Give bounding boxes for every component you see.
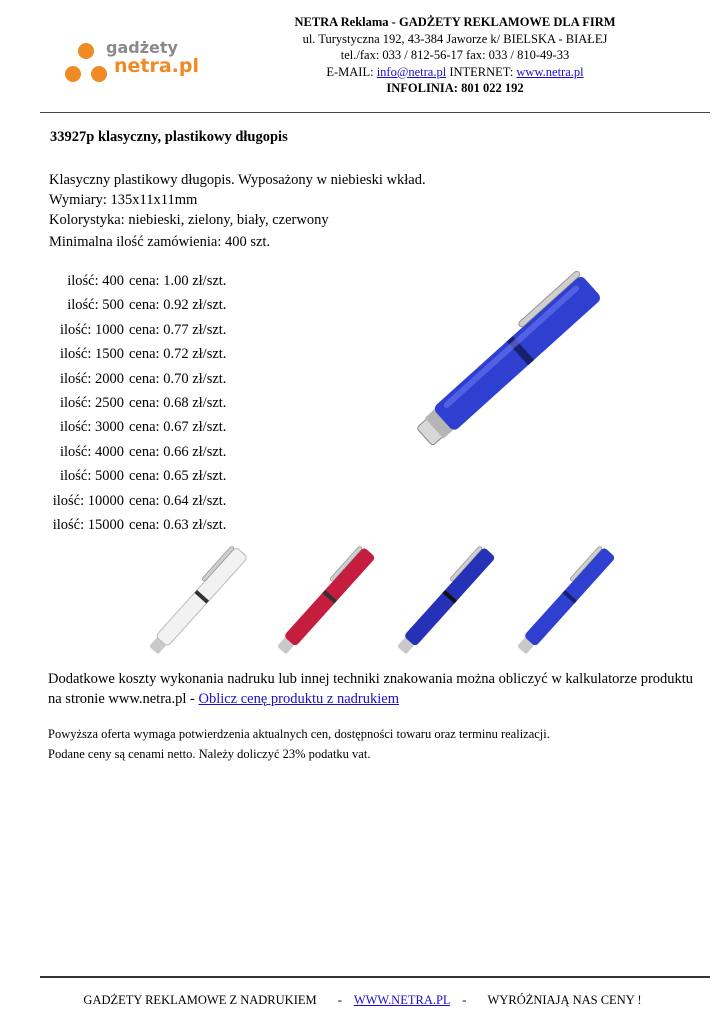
price-row <box>40 346 226 370</box>
price-qty: ilość: 15000 <box>52 516 124 533</box>
price-qty: ilość: 500 <box>67 297 124 314</box>
price-qty: ilość: 4000 <box>59 443 124 460</box>
price-value: cena: 0.92 zł/szt. <box>129 297 227 314</box>
price-value: cena: 0.70 zł/szt. <box>129 370 227 387</box>
price-row <box>40 322 226 346</box>
product-dimensions: Wymiary: 135x11x11mm <box>49 192 198 208</box>
internet-label: INTERNET: <box>449 64 514 79</box>
minimum-order: Minimalna ilość zamówienia: 400 szt. <box>49 234 271 250</box>
footer-separator: - <box>462 993 467 1007</box>
price-value: cena: 0.67 zł/szt. <box>129 419 227 436</box>
netra-logo <box>64 38 204 88</box>
product-colors: Kolorystyka: niebieski, zielony, biały, czerwony <box>49 212 329 228</box>
main-pen-image <box>380 240 640 480</box>
company-contact-line <box>260 64 650 81</box>
price-value: cena: 1.00 zł/szt. <box>129 273 227 289</box>
company-address: ul. Turystyczna 192, 43-384 Jaworze k/ BIELSKA - BIAŁEJ <box>302 31 608 46</box>
price-row <box>40 371 226 395</box>
email-label: E-MAIL: <box>326 64 374 79</box>
price-qty: ilość: 2500 <box>59 394 124 411</box>
price-row <box>40 273 226 297</box>
price-value: cena: 0.77 zł/szt. <box>129 321 227 338</box>
offer-note-vat: Podane ceny są cenami netto. Należy doliczyć 23% podatku vat. <box>48 747 371 761</box>
price-value: cena: 0.72 zł/szt. <box>129 346 227 363</box>
price-qty: ilość: 3000 <box>59 419 124 436</box>
website-link[interactable]: www.netra.pl <box>516 64 584 79</box>
price-row <box>40 395 226 419</box>
logo-mark-icon <box>64 42 108 86</box>
price-calculator-link[interactable]: Oblicz cenę produktu z nadrukiem <box>198 691 399 707</box>
price-value: cena: 0.68 zł/szt. <box>129 394 227 411</box>
price-value: cena: 0.65 zł/szt. <box>129 468 227 485</box>
pen-blue-image <box>490 542 640 662</box>
price-row <box>40 468 226 492</box>
email-link[interactable]: info@netra.pl <box>376 64 447 79</box>
product-title: 33927p klasyczny, plastikowy długopis <box>50 129 288 145</box>
company-header <box>260 14 650 97</box>
price-qty: ilość: 2000 <box>59 370 124 387</box>
logo-word-gadzety: gadżety <box>106 38 178 57</box>
extra-costs-info <box>48 669 708 709</box>
page-footer <box>0 993 725 1008</box>
price-row <box>40 297 226 321</box>
price-table <box>40 273 226 541</box>
product-description-block <box>49 170 426 230</box>
footer-right-text: WYRÓŻNIAJĄ NAS CENY ! <box>487 993 642 1007</box>
price-qty: ilość: 1500 <box>59 346 124 363</box>
logo-word-netra: netra.pl <box>114 55 200 77</box>
price-qty: ilość: 10000 <box>52 492 124 509</box>
footer-left-text: GADŻETY REKLAMOWE Z NADRUKIEM <box>83 993 317 1007</box>
price-qty: ilość: 1000 <box>59 321 124 338</box>
price-value: cena: 0.63 zł/szt. <box>129 516 227 533</box>
price-row <box>40 444 226 468</box>
offer-notes <box>48 724 708 764</box>
offer-note-confirmation: Powyższa oferta wymaga potwierdzenia aktualnych cen, dostępności towaru oraz terminu realizacji. <box>48 727 550 741</box>
footer-divider <box>40 976 710 978</box>
footer-website-link[interactable]: WWW.NETRA.PL <box>353 993 451 1007</box>
company-phone: tel./fax: 033 / 812-56-17 fax: 033 / 810-49-33 <box>340 48 570 63</box>
extra-costs-text: Dodatkowe koszty wykonania nadruku lub innej techniki znakowania można obliczyć w kalkulatorze produktu na stronie www.netra.pl - <box>48 671 694 707</box>
price-value: cena: 0.66 zł/szt. <box>129 443 227 460</box>
price-value: cena: 0.64 zł/szt. <box>129 492 227 509</box>
price-qty: ilość: 400 <box>67 273 124 289</box>
infoline: INFOLINIA: 801 022 192 <box>386 81 524 96</box>
price-row <box>40 419 226 443</box>
price-row <box>40 517 226 541</box>
footer-separator: - <box>337 993 342 1007</box>
header-divider <box>40 112 710 113</box>
company-name: NETRA Reklama - GADŻETY REKLAMOWE DLA FIRM <box>294 15 616 29</box>
price-row <box>40 493 226 517</box>
product-description: Klasyczny plastikowy długopis. Wyposażony w niebieski wkład. <box>49 172 426 188</box>
price-qty: ilość: 5000 <box>59 468 124 485</box>
